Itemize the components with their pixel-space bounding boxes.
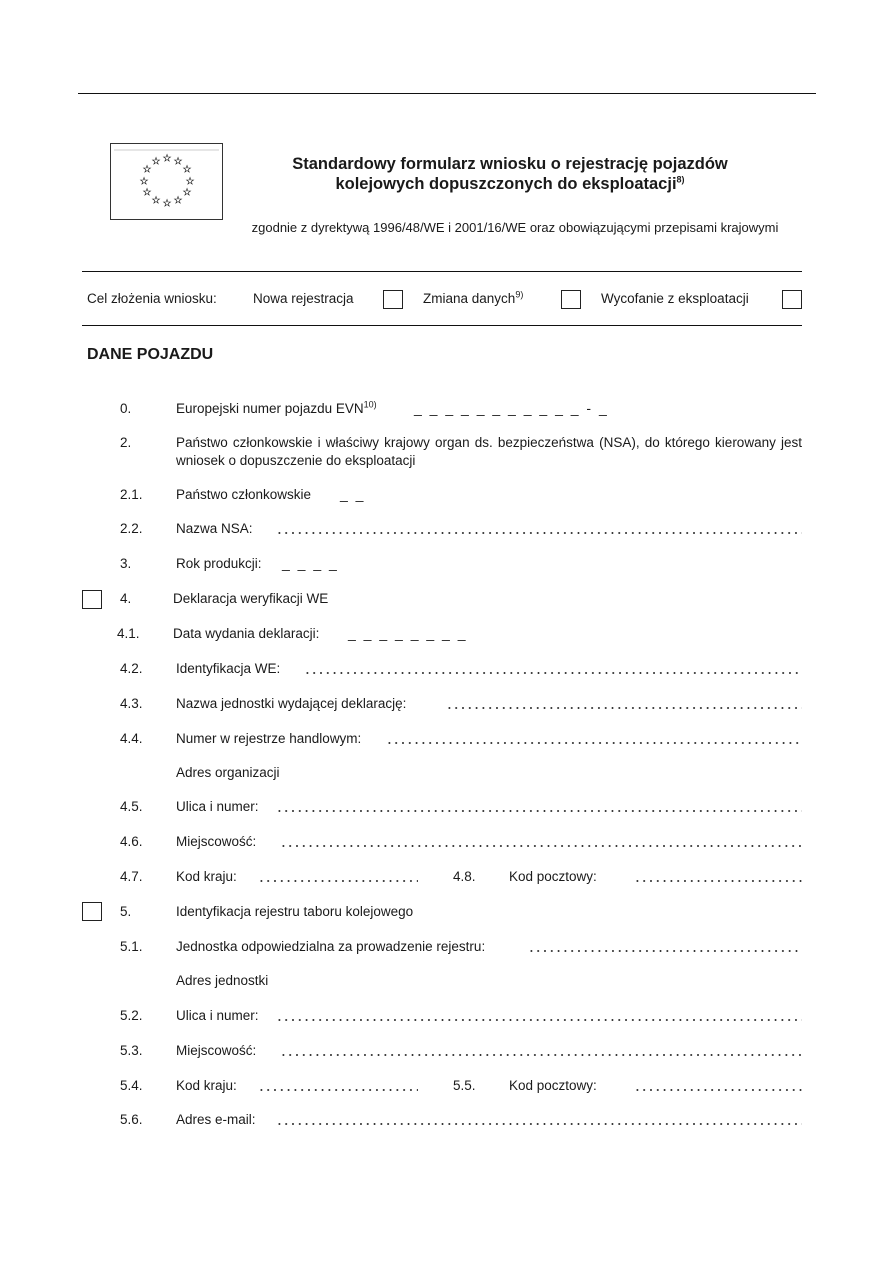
- field-number: 4.2.: [120, 661, 143, 676]
- field-number: 4.4.: [120, 731, 143, 746]
- purpose-bottom-rule: [82, 325, 802, 326]
- change-data-text: Zmiana danych: [423, 291, 516, 306]
- country-code-label: Kod kraju:: [176, 1078, 237, 1093]
- title-line-2-text: kolejowych dopuszczonych do eksploatacji: [335, 175, 677, 193]
- field-number: 2.2.: [120, 521, 143, 536]
- form-subtitle: zgodnie z dyrektywą 1996/48/WE i 2001/16/WE oraz obowiązującymi przepisami krajowymi: [251, 220, 779, 235]
- eu-flag-logo: [110, 143, 223, 220]
- field-number: 4.: [120, 591, 132, 606]
- evn-label: [176, 401, 377, 416]
- field-number: 3.: [120, 556, 132, 571]
- country-code-input[interactable]: [258, 880, 418, 882]
- svg-text:★: ★: [142, 188, 152, 198]
- production-year-label: Rok produkcji:: [176, 556, 262, 571]
- field-number: 4.6.: [120, 834, 143, 849]
- field-number: 0.: [120, 401, 132, 416]
- form-title: [230, 154, 790, 194]
- ec-id-input[interactable]: [304, 672, 802, 674]
- declaration-date-input-blanks[interactable]: _ _ _ _ _ _ _ _: [348, 625, 468, 641]
- change-data-label: [423, 291, 523, 306]
- email-label: Adres e-mail:: [176, 1112, 256, 1127]
- svg-text:★: ★: [142, 165, 152, 175]
- city-label: Miejscowość:: [176, 1043, 257, 1058]
- section-title: DANE POJAZDU: [87, 346, 214, 363]
- field-number: 4.8.: [453, 869, 476, 884]
- ec-declaration-checkbox[interactable]: [82, 590, 102, 609]
- top-rule: [78, 93, 816, 94]
- field-number: 4.1.: [117, 626, 140, 641]
- field-number: 2.: [120, 435, 132, 450]
- field-number: 5.2.: [120, 1008, 143, 1023]
- unit-address-heading: Adres jednostki: [176, 973, 269, 988]
- svg-text:★: ★: [139, 177, 149, 187]
- new-registration-checkbox[interactable]: [383, 290, 403, 309]
- street-label: Ulica i numer:: [176, 799, 259, 814]
- email-input[interactable]: [276, 1123, 802, 1125]
- field-number: 4.5.: [120, 799, 143, 814]
- field-number: 2.1.: [120, 487, 143, 502]
- trade-register-input[interactable]: [386, 742, 802, 744]
- issuer-name-input[interactable]: [446, 707, 802, 709]
- svg-text:★: ★: [151, 157, 161, 167]
- svg-text:★: ★: [173, 157, 183, 167]
- change-data-footnote: 9): [515, 289, 524, 300]
- member-state-label: Państwo członkowskie: [176, 487, 312, 502]
- withdrawal-checkbox[interactable]: [782, 290, 802, 309]
- field-number: 5.1.: [120, 939, 143, 954]
- country-code-label: Kod kraju:: [176, 869, 237, 884]
- new-registration-label: Nowa rejestracja: [253, 291, 354, 306]
- svg-text:★: ★: [182, 188, 192, 198]
- title-line-2: [230, 174, 790, 194]
- change-data-checkbox[interactable]: [561, 290, 581, 309]
- evn-label-text: Europejski numer pojazdu EVN: [176, 401, 364, 416]
- title-line-1: Standardowy formularz wniosku o rejestrację pojazdów: [292, 155, 728, 173]
- svg-text:★: ★: [151, 196, 161, 206]
- postal-code-input[interactable]: [634, 880, 802, 882]
- withdrawal-label: Wycofanie z eksploatacji: [601, 291, 749, 306]
- field-number: 5.3.: [120, 1043, 143, 1058]
- street-input[interactable]: [276, 810, 802, 812]
- purpose-top-rule: [82, 271, 802, 272]
- member-state-nsa-text: Państwo członkowskie i właściwy krajowy organ ds. bezpieczeństwa (NSA), do którego kierowany jest wniosek o dopuszczenie do eksploatacji: [176, 435, 802, 468]
- street-input[interactable]: [276, 1019, 802, 1021]
- register-unit-label: Jednostka odpowiedzialna za prowadzenie rejestru:: [176, 939, 486, 954]
- production-year-input-blanks[interactable]: _ _ _ _: [282, 555, 339, 571]
- evn-footnote: 10): [363, 399, 377, 410]
- issuer-name-label: Nazwa jednostki wydającej deklarację:: [176, 696, 407, 711]
- evn-input-blanks[interactable]: _ _ _ _ _ _ _ _ _ _ _ - _: [414, 400, 609, 416]
- svg-text:★: ★: [185, 177, 195, 187]
- field-number: 5.: [120, 904, 132, 919]
- svg-text:★: ★: [182, 165, 192, 175]
- field-number: 5.6.: [120, 1112, 143, 1127]
- register-unit-input[interactable]: [528, 950, 802, 952]
- city-input[interactable]: [280, 1054, 802, 1056]
- svg-text:★: ★: [162, 199, 172, 209]
- postal-code-input[interactable]: [634, 1089, 802, 1091]
- postal-code-label: Kod pocztowy:: [509, 1078, 597, 1093]
- country-code-input[interactable]: [258, 1089, 418, 1091]
- declaration-date-label: Data wydania deklaracji:: [173, 626, 320, 641]
- purpose-label: Cel złożenia wniosku:: [87, 291, 217, 306]
- nsa-name-label: Nazwa NSA:: [176, 521, 253, 536]
- title-footnote: 8): [676, 174, 685, 185]
- rolling-stock-register-checkbox[interactable]: [82, 902, 102, 921]
- city-label: Miejscowość:: [176, 834, 257, 849]
- member-state-input-blanks[interactable]: _ _: [340, 486, 366, 502]
- ec-declaration-label: Deklaracja weryfikacji WE: [173, 591, 329, 606]
- org-address-heading: Adres organizacji: [176, 765, 280, 780]
- postal-code-label: Kod pocztowy:: [509, 869, 597, 884]
- trade-register-label: Numer w rejestrze handlowym:: [176, 731, 362, 746]
- ec-id-label: Identyfikacja WE:: [176, 661, 281, 676]
- svg-text:★: ★: [162, 154, 172, 164]
- field-number: 5.5.: [453, 1078, 476, 1093]
- rolling-stock-register-label: Identyfikacja rejestru taboru kolejowego: [176, 904, 414, 919]
- svg-text:★: ★: [173, 196, 183, 206]
- eu-stars-icon: [111, 144, 222, 219]
- field-number: 4.3.: [120, 696, 143, 711]
- nsa-name-input[interactable]: [276, 532, 802, 534]
- street-label: Ulica i numer:: [176, 1008, 259, 1023]
- field-number: 5.4.: [120, 1078, 143, 1093]
- city-input[interactable]: [280, 845, 802, 847]
- field-number: 4.7.: [120, 869, 143, 884]
